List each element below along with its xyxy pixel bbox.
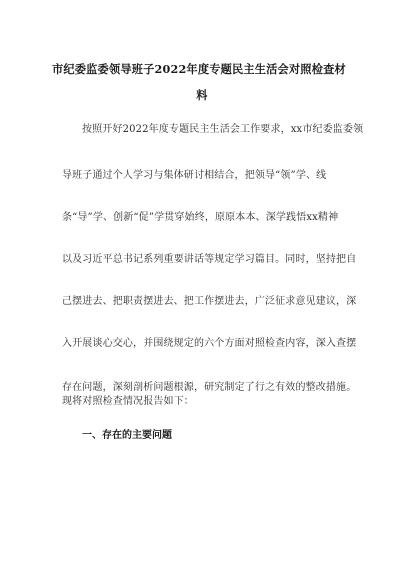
document-title — [52, 56, 356, 108]
paragraph-line: 入开展谈心交心，并围绕规定的六个方面对照检查内容，深入查摆 — [62, 338, 357, 349]
paragraph-line: 己摆进去、把职责摆进去、把工作摆进去，广泛征求意见建议，深 — [62, 296, 357, 307]
title-line-1: 市纪委监委领导班子2022年度专题民主生活会对照检查材 — [52, 62, 346, 76]
paragraph-line: 条“导”学、创新“促”学贯穿始终，原原本本、深学践悟xx精神 — [62, 212, 339, 223]
title-line-2: 料 — [196, 88, 208, 102]
paragraph-2: 现将对照检查情况报告如下： — [62, 396, 194, 407]
paragraph-line: 以及习近平总书记系列重要讲话等规定学习篇目。同时，坚持把自 — [62, 254, 357, 265]
paragraph-line: 按照开好2022年度专题民主生活会工作要求，xx市纪委监委领 — [82, 124, 364, 135]
paragraph-line: 存在问题，深刻剖析问题根源，研究制定了行之有效的整改措施。 — [62, 382, 357, 393]
section-heading: 一、存在的主要问题 — [82, 430, 172, 441]
paragraph-line: 导班子通过个人学习与集体研讨相结合，把领导“领”学、线 — [62, 170, 327, 181]
